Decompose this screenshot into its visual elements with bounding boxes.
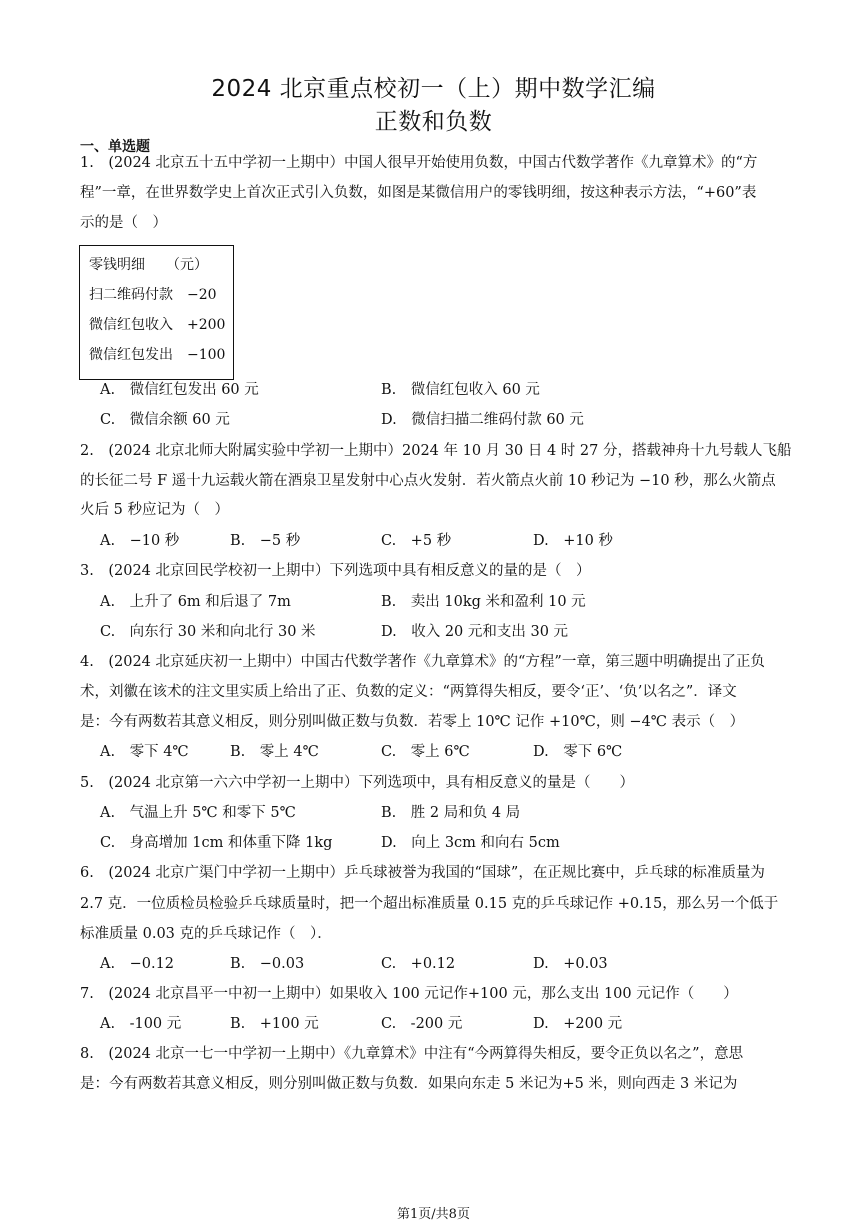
- question-1-line-3: 示的是（ ）: [80, 215, 167, 231]
- question-3-line-1: 3. (2024 北京回民学校初一上期中）下列选项中具有相反意义的量的是（ ）: [80, 563, 591, 579]
- q6-option-a[interactable]: A. −0.12: [100, 956, 175, 972]
- q3-option-b[interactable]: B. 卖出 10kg 米和盈利 10 元: [381, 594, 586, 610]
- page-subtitle: 正数和负数: [374, 109, 493, 135]
- wallet-detail-table: [79, 245, 234, 380]
- q5-option-b[interactable]: B. 胜 2 局和负 4 局: [381, 805, 521, 821]
- q7-option-a[interactable]: A. -100 元: [100, 1016, 182, 1032]
- question-6-line-3: 标准质量 0.03 克的乒乓球记作（ ）．: [80, 926, 332, 942]
- question-1-line-2: 程”一章，在世界数学史上首次正式引入负数，如图是某微信用户的零钱明细，按这种表示方法，“+60”表: [80, 185, 757, 201]
- table-row: 扫二维码付款 −20: [89, 287, 217, 303]
- q2-option-c[interactable]: C. +5 秒: [381, 533, 452, 549]
- question-2-line-3: 火后 5 秒应记为（ ）: [80, 502, 229, 518]
- table-row: 零钱明细 （元）: [89, 257, 208, 273]
- question-7-line-1: 7. (2024 北京昌平一中初一上期中）如果收入 100 元记作+100 元，那么支出 100 元记作（ ）: [80, 986, 738, 1002]
- question-1-line-1: 1. (2024 北京五十五中学初一上期中）中国人很早开始使用负数，中国古代数学著作《九章算术》的“方: [80, 155, 758, 171]
- q6-option-d[interactable]: D. +0.03: [533, 956, 608, 972]
- page-title: 2024 北京重点校初一（上）期中数学汇编: [211, 76, 656, 102]
- q1-option-c[interactable]: C. 微信余额 60 元: [100, 412, 230, 428]
- q2-option-b[interactable]: B. −5 秒: [230, 533, 301, 549]
- q6-option-b[interactable]: B. −0.03: [230, 956, 305, 972]
- question-8-line-2: 是：今有两数若其意义相反，则分别叫做正数与负数．如果向东走 5 米记为+5 米，则向西走 3 米记为: [80, 1076, 738, 1092]
- q3-option-c[interactable]: C. 向东行 30 米和向北行 30 米: [100, 624, 316, 640]
- q7-option-c[interactable]: C. -200 元: [381, 1016, 463, 1032]
- q1-option-d[interactable]: D. 微信扫描二维码付款 60 元: [381, 412, 584, 428]
- question-4-line-2: 术，刘徽在该术的注文里实质上给出了正、负数的定义：“两算得失相反，要令‘正’、‘负’以名之”．译文: [80, 684, 737, 700]
- q4-option-d[interactable]: D. 零下 6℃: [533, 744, 623, 760]
- q3-option-d[interactable]: D. 收入 20 元和支出 30 元: [381, 624, 569, 640]
- q4-option-a[interactable]: A. 零下 4℃: [100, 744, 189, 760]
- q1-option-b[interactable]: B. 微信红包收入 60 元: [381, 382, 540, 398]
- q4-option-c[interactable]: C. 零上 6℃: [381, 744, 470, 760]
- question-2-line-2: 的长征二号 F 遥十九运载火箭在酒泉卫星发射中心点火发射．若火箭点火前 10 秒记为 −10 秒，那么火箭点: [80, 473, 776, 489]
- q3-option-a[interactable]: A. 上升了 6m 和后退了 7m: [100, 594, 291, 610]
- table-row: 微信红包发出 −100: [89, 347, 226, 363]
- page-number: 第1页/共8页: [397, 1207, 470, 1222]
- question-4-line-3: 是：今有两数若其意义相反，则分别叫做正数与负数．若零上 10℃ 记作 +10℃，则 −4℃ 表示（ ）: [80, 714, 745, 730]
- q5-option-d[interactable]: D. 向上 3cm 和向右 5cm: [381, 835, 560, 851]
- q5-option-a[interactable]: A. 气温上升 5℃ 和零下 5℃: [100, 805, 296, 821]
- q4-option-b[interactable]: B. 零上 4℃: [230, 744, 319, 760]
- question-5-line-1: 5. (2024 北京第一六六中学初一上期中）下列选项中，具有相反意义的量是（ ）: [80, 775, 634, 791]
- q2-option-d[interactable]: D. +10 秒: [533, 533, 613, 549]
- question-6-line-2: 2.7 克．一位质检员检验乒乓球质量时，把一个超出标准质量 0.15 克的乒乓球记作 +0.15，那么另一个低于: [80, 896, 779, 912]
- q6-option-c[interactable]: C. +0.12: [381, 956, 456, 972]
- q2-option-a[interactable]: A. −10 秒: [100, 533, 180, 549]
- question-6-line-1: 6. (2024 北京广渠门中学初一上期中）乒乓球被誉为我国的“国球”，在正规比赛中，乒乓球的标准质量为: [80, 865, 765, 881]
- question-2-line-1: 2. (2024 北京北师大附属实验中学初一上期中）2024 年 10 月 30 日 4 时 27 分，搭载神舟十九号载人飞船: [80, 443, 792, 459]
- question-8-line-1: 8. (2024 北京一七一中学初一上期中）《九章算术》中注有“今两算得失相反，要令正负以名之”，意思: [80, 1046, 744, 1062]
- q7-option-b[interactable]: B. +100 元: [230, 1016, 319, 1032]
- q5-option-c[interactable]: C. 身高增加 1cm 和体重下降 1kg: [100, 835, 333, 851]
- section-heading: 一、单选题: [80, 139, 150, 155]
- table-row: 微信红包收入 +200: [89, 317, 226, 333]
- question-4-line-1: 4. (2024 北京延庆初一上期中）中国古代数学著作《九章算术》的“方程”一章，第三题中明确提出了正负: [80, 654, 765, 670]
- q7-option-d[interactable]: D. +200 元: [533, 1016, 623, 1032]
- q1-option-a[interactable]: A. 微信红包发出 60 元: [100, 382, 259, 398]
